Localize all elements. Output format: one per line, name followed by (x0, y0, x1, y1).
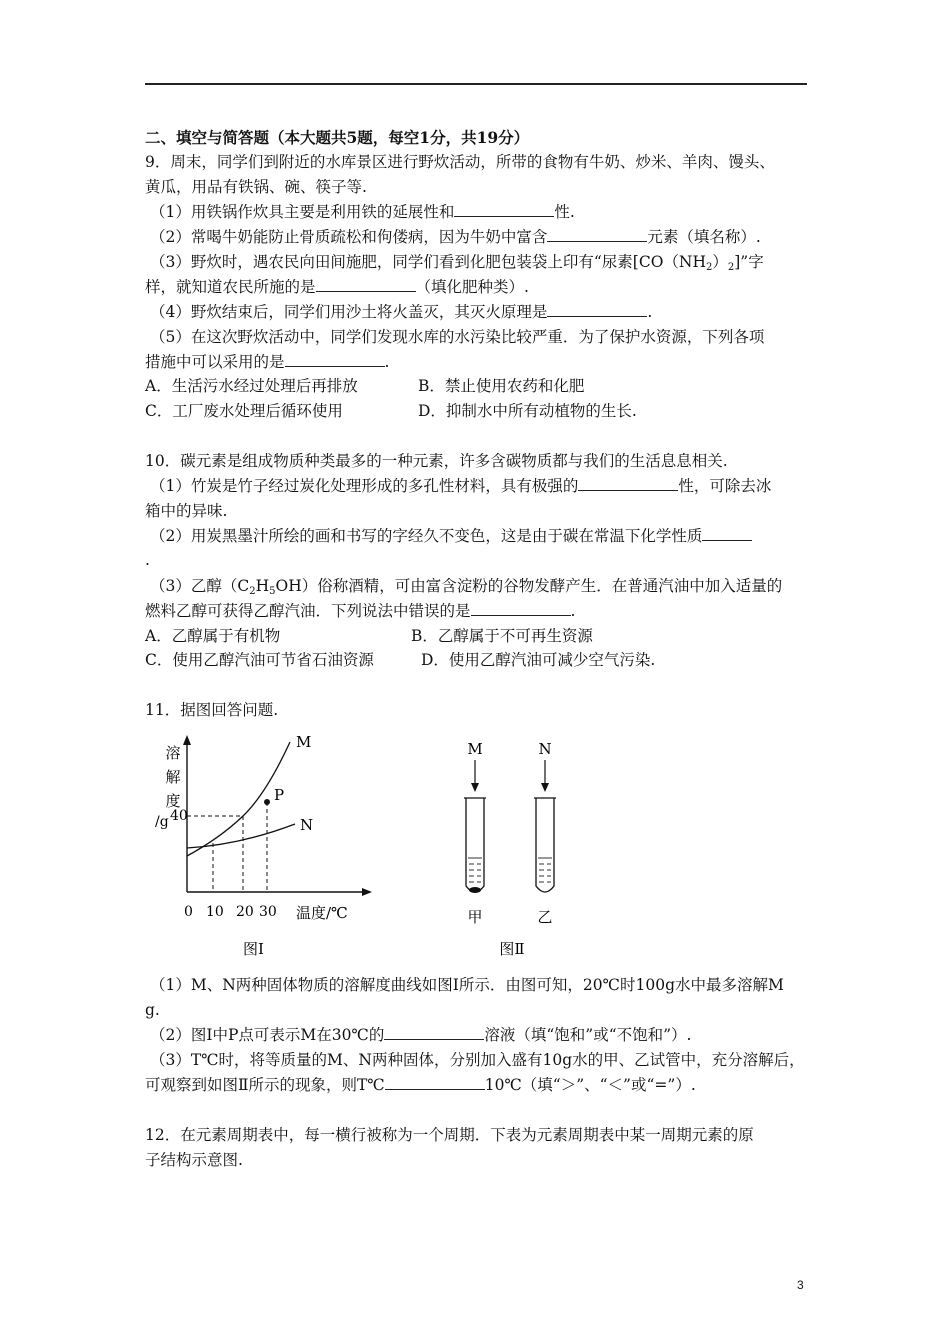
tube-2-name: 乙 (537, 908, 553, 926)
q11-part3: （3）T℃时，将等质量的M、N两种固体，分别加入盛有10g水的甲、乙试管中，充分溶解后， (150, 1051, 805, 1069)
q9-part3-text3: ]”字 (734, 253, 764, 271)
q9-part3-cont-tail: （填化肥种类）. (415, 278, 529, 296)
q9-part1-tail: 性. (554, 203, 575, 221)
q9-part3-sub2: 2 (727, 262, 735, 273)
q9-part4-blank[interactable] (547, 302, 647, 317)
q9-part3-blank[interactable] (316, 277, 416, 292)
ylabel-unit: /g (155, 814, 169, 830)
q10-option-b[interactable]: B．乙醇属于不可再生资源 (411, 627, 593, 645)
q10-part1-text: （1）竹炭是竹子经过炭化处理形成的多孔性材料，具有极强的 (150, 477, 579, 495)
x-axis-label: 温度/℃ (296, 904, 348, 922)
q12-stem-line1: 12．在元素周期表中，每一横行被称为一个周期．下表为元素周期表中某一周期元素的原 (145, 1126, 754, 1144)
q9-part1 (150, 202, 575, 222)
q10-part3-cont (145, 601, 575, 621)
y-tick-40: 40 (170, 808, 188, 824)
q9-part1-text: （1）用铁锅作炊具主要是利用铁的延展性和 (150, 203, 455, 221)
point-p (264, 799, 270, 805)
q11-stem: 11．据图回答问题. (145, 701, 279, 719)
q9-option-b[interactable]: B．禁止使用农药和化肥 (418, 377, 585, 395)
tube-1-label: M (467, 740, 483, 758)
tube-1-sediment (469, 887, 481, 893)
q9-part3 (150, 252, 764, 278)
q10-part2-cont: . (145, 551, 150, 569)
tube-1-liquid (468, 858, 482, 882)
page-number: 3 (797, 1278, 804, 1292)
q10-part1-blank[interactable] (578, 476, 678, 491)
q10-part2 (150, 526, 752, 546)
q9-part5: （5）在这次野炊活动中，同学们发现水库的水污染比较严重．为了保护水资源，下列各项 (150, 328, 765, 346)
ylabel-char-2: 解 (165, 768, 181, 786)
q9-part2-text: （2）常喝牛奶能防止骨质疏松和佝偻病，因为牛奶中富含 (150, 228, 548, 246)
q9-options-row1 (145, 376, 805, 396)
q9-part2 (150, 227, 761, 247)
q9-part4-text: （4）野炊结束后，同学们用沙土将火盖灭，其灭火原理是 (150, 303, 548, 321)
q10-part3-blank[interactable] (471, 601, 571, 616)
q9-part4-tail: . (647, 303, 653, 321)
q11-part2-blank[interactable] (384, 1025, 484, 1040)
ylabel-char-3: 度 (165, 792, 181, 810)
x-tick-10: 10 (206, 904, 224, 920)
test-tubes-figure (464, 740, 556, 958)
q10-part1 (150, 476, 771, 496)
q9-part3-cont (145, 277, 529, 297)
x-tick-0: 0 (184, 904, 193, 920)
q10-part2-text: （2）用炭黑墨汁所绘的画和书写的字经久不变色，这是由于碳在常温下化学性质 (150, 527, 703, 545)
curve-n (187, 824, 295, 848)
solubility-graph (155, 733, 372, 958)
tube-2-arrow-head (541, 783, 549, 792)
q9-part3-sub1: 2 (705, 262, 713, 273)
q9-stem-line1: 9．周末，同学们到附近的水库景区进行野炊活动，所带的食物有牛奶、炒米、羊肉、馒头、 (145, 153, 775, 171)
q9-stem-line2: 黄瓜，用品有铁锅、碗、筷子等. (145, 178, 367, 196)
tube-1 (466, 798, 484, 892)
y-axis-arrow (183, 735, 191, 745)
x-axis-arrow (362, 888, 372, 896)
tube-2-liquid (538, 858, 552, 882)
q9-part3-text: （3）野炊时，遇农民向田间施肥，同学们看到化肥包装袋上印有“尿素[CO（NH (150, 253, 706, 271)
q9-part5-cont-tail: . (384, 353, 390, 371)
curve-n-label: N (300, 816, 314, 834)
q11-part3-blank[interactable] (385, 1075, 485, 1090)
q9-part3-text2: ） (712, 253, 728, 271)
figure-1-caption: 图Ⅰ (243, 940, 264, 958)
q10-option-d[interactable]: D．使用乙醇汽油可减少空气污染. (421, 651, 656, 669)
q9-part5-cont-text: 措施中可以采用的是 (145, 353, 285, 371)
q10-options-row1 (145, 626, 805, 646)
q9-options-row2 (145, 401, 805, 421)
q11-part3-cont-tail: 10℃（填“＞”、“＜”或“=”）. (484, 1076, 696, 1094)
q10-stem: 10．碳元素是组成物质种类最多的一种元素，许多含碳物质都与我们的生活息息相关. (145, 452, 728, 470)
q11-part2 (150, 1025, 691, 1045)
tube-2-label: N (538, 740, 552, 758)
figure-2-caption: 图Ⅱ (499, 940, 525, 958)
q10-part3-text3: OH）俗称酒精，可由富含淀粉的谷物发酵产生．在普通汽油中加入适量的 (275, 577, 783, 595)
q10-part2-blank[interactable] (702, 526, 752, 541)
q9-part4 (150, 302, 652, 322)
q9-option-d[interactable]: D．抑制水中所有动植物的生长. (418, 402, 637, 420)
q10-part3-text2: H (255, 577, 270, 595)
q10-part3-cont-tail: . (570, 602, 576, 620)
tube-2 (536, 798, 554, 892)
ylabel-char-1: 溶 (165, 744, 181, 762)
tube-1-name: 甲 (467, 908, 483, 926)
q10-option-a[interactable]: A．乙醇属于有机物 (145, 627, 281, 645)
q10-option-c[interactable]: C．使用乙醇汽油可节省石油资源 (145, 651, 374, 669)
q10-part3-text: （3）乙醇（C (150, 577, 250, 595)
q9-option-a[interactable]: A．生活污水经过处理后再排放 (145, 377, 358, 395)
q9-option-c[interactable]: C．工厂废水处理后循环使用 (145, 402, 343, 420)
q11-part1: （1）M、N两种固体物质的溶解度曲线如图Ⅰ所示．由图可知，20℃时100g水中最多溶解M (150, 976, 784, 994)
curve-m-label: M (296, 733, 312, 751)
q9-part2-tail: 元素（填名称）. (647, 228, 761, 246)
q10-options-row2 (145, 650, 805, 670)
q11-part3-cont-text: 可观察到如图Ⅱ所示的现象，则T℃ (145, 1076, 385, 1094)
q12-stem-line2: 子结构示意图. (145, 1151, 243, 1169)
q11-part1-cont: g. (145, 1001, 160, 1019)
header-rule (145, 83, 807, 85)
q10-part3-sub2: 5 (269, 586, 276, 597)
x-tick-20: 20 (236, 904, 254, 920)
x-tick-30: 30 (259, 904, 277, 920)
q10-part3-cont-text: 燃料乙醇可获得乙醇汽油．下列说法中错误的是 (145, 602, 471, 620)
q10-part1-cont: 箱中的异味. (145, 502, 228, 520)
q9-part2-blank[interactable] (547, 227, 647, 242)
q10-part3-sub1: 2 (249, 586, 256, 597)
q9-part5-blank[interactable] (285, 352, 385, 367)
q10-part1-tail: 性，可除去冰 (678, 477, 772, 495)
q9-part5-cont (145, 352, 389, 372)
q11-part3-cont (145, 1075, 696, 1095)
q11-part2-tail: 溶液（填“饱和”或“不饱和”）. (484, 1026, 692, 1044)
section-title: 二、填空与简答题（本大题共5题，每空1分，共19分） (145, 128, 530, 147)
q9-part1-blank[interactable] (454, 202, 554, 217)
q9-part3-cont-text: 样，就知道农民所施的是 (145, 278, 316, 296)
q10-part3 (150, 576, 782, 602)
q11-part2-text: （2）图Ⅰ中P点可表示M在30℃的 (150, 1026, 385, 1044)
point-p-label: P (274, 786, 285, 804)
tube-1-arrow-head (471, 783, 479, 792)
q11-figures (140, 730, 620, 965)
